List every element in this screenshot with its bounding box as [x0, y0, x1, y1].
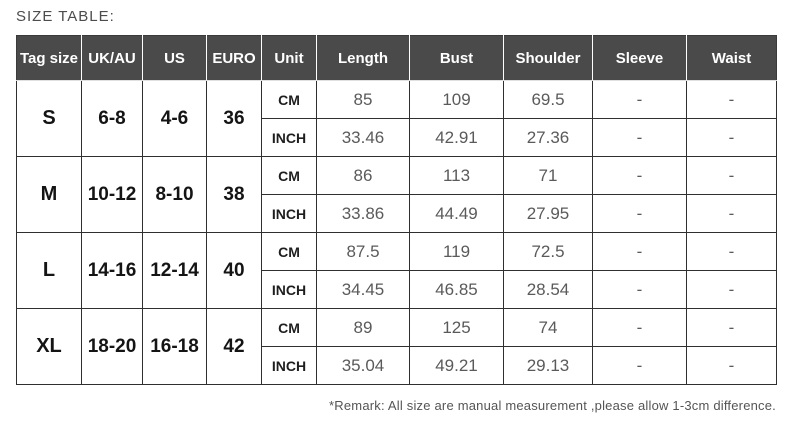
header-bust: Bust	[410, 36, 504, 81]
bust-cell: 46.85	[410, 271, 504, 309]
header-row	[17, 36, 777, 81]
header-tag-size: Tag size	[17, 36, 82, 81]
table-row-xl-cm	[17, 309, 777, 347]
waist-cell: -	[687, 81, 777, 119]
tag-size-cell: XL	[17, 309, 82, 385]
bust-cell: 42.91	[410, 119, 504, 157]
length-cell: 33.86	[317, 195, 410, 233]
table-row-s-cm	[17, 81, 777, 119]
us-cell: 16-18	[143, 309, 207, 385]
length-cell: 85	[317, 81, 410, 119]
waist-cell: -	[687, 309, 777, 347]
size-table	[16, 35, 777, 385]
unit-cell: CM	[262, 309, 317, 347]
waist-cell: -	[687, 119, 777, 157]
sleeve-cell: -	[593, 309, 687, 347]
header-waist: Waist	[687, 36, 777, 81]
euro-cell: 36	[207, 81, 262, 157]
sleeve-cell: -	[593, 119, 687, 157]
shoulder-cell: 29.13	[504, 347, 593, 385]
header-length: Length	[317, 36, 410, 81]
bust-cell: 109	[410, 81, 504, 119]
length-cell: 34.45	[317, 271, 410, 309]
length-cell: 35.04	[317, 347, 410, 385]
header-us: US	[143, 36, 207, 81]
table-row-m-cm	[17, 157, 777, 195]
euro-cell: 38	[207, 157, 262, 233]
ukau-cell: 6-8	[82, 81, 143, 157]
length-cell: 89	[317, 309, 410, 347]
bust-cell: 113	[410, 157, 504, 195]
shoulder-cell: 27.36	[504, 119, 593, 157]
sleeve-cell: -	[593, 81, 687, 119]
waist-cell: -	[687, 347, 777, 385]
shoulder-cell: 72.5	[504, 233, 593, 271]
shoulder-cell: 27.95	[504, 195, 593, 233]
unit-cell: CM	[262, 233, 317, 271]
bust-cell: 49.21	[410, 347, 504, 385]
length-cell: 87.5	[317, 233, 410, 271]
ukau-cell: 18-20	[82, 309, 143, 385]
shoulder-cell: 74	[504, 309, 593, 347]
remark-note: *Remark: All size are manual measurement ,please allow 1-3cm difference.	[329, 398, 776, 413]
header-sleeve: Sleeve	[593, 36, 687, 81]
tag-size-cell: M	[17, 157, 82, 233]
shoulder-cell: 69.5	[504, 81, 593, 119]
waist-cell: -	[687, 195, 777, 233]
header-uk-au: UK/AU	[82, 36, 143, 81]
tag-size-cell: S	[17, 81, 82, 157]
ukau-cell: 10-12	[82, 157, 143, 233]
unit-cell: INCH	[262, 195, 317, 233]
waist-cell: -	[687, 271, 777, 309]
shoulder-cell: 71	[504, 157, 593, 195]
waist-cell: -	[687, 157, 777, 195]
length-cell: 33.46	[317, 119, 410, 157]
waist-cell: -	[687, 233, 777, 271]
us-cell: 4-6	[143, 81, 207, 157]
shoulder-cell: 28.54	[504, 271, 593, 309]
length-cell: 86	[317, 157, 410, 195]
unit-cell: INCH	[262, 119, 317, 157]
unit-cell: INCH	[262, 271, 317, 309]
unit-cell: CM	[262, 157, 317, 195]
header-shoulder: Shoulder	[504, 36, 593, 81]
us-cell: 12-14	[143, 233, 207, 309]
table-row-l-cm	[17, 233, 777, 271]
header-unit: Unit	[262, 36, 317, 81]
sleeve-cell: -	[593, 157, 687, 195]
unit-cell: INCH	[262, 347, 317, 385]
bust-cell: 119	[410, 233, 504, 271]
unit-cell: CM	[262, 81, 317, 119]
ukau-cell: 14-16	[82, 233, 143, 309]
sleeve-cell: -	[593, 271, 687, 309]
bust-cell: 44.49	[410, 195, 504, 233]
us-cell: 8-10	[143, 157, 207, 233]
page-title: SIZE TABLE:	[16, 8, 115, 25]
tag-size-cell: L	[17, 233, 82, 309]
sleeve-cell: -	[593, 195, 687, 233]
header-euro: EURO	[207, 36, 262, 81]
sleeve-cell: -	[593, 347, 687, 385]
euro-cell: 42	[207, 309, 262, 385]
bust-cell: 125	[410, 309, 504, 347]
euro-cell: 40	[207, 233, 262, 309]
sleeve-cell: -	[593, 233, 687, 271]
